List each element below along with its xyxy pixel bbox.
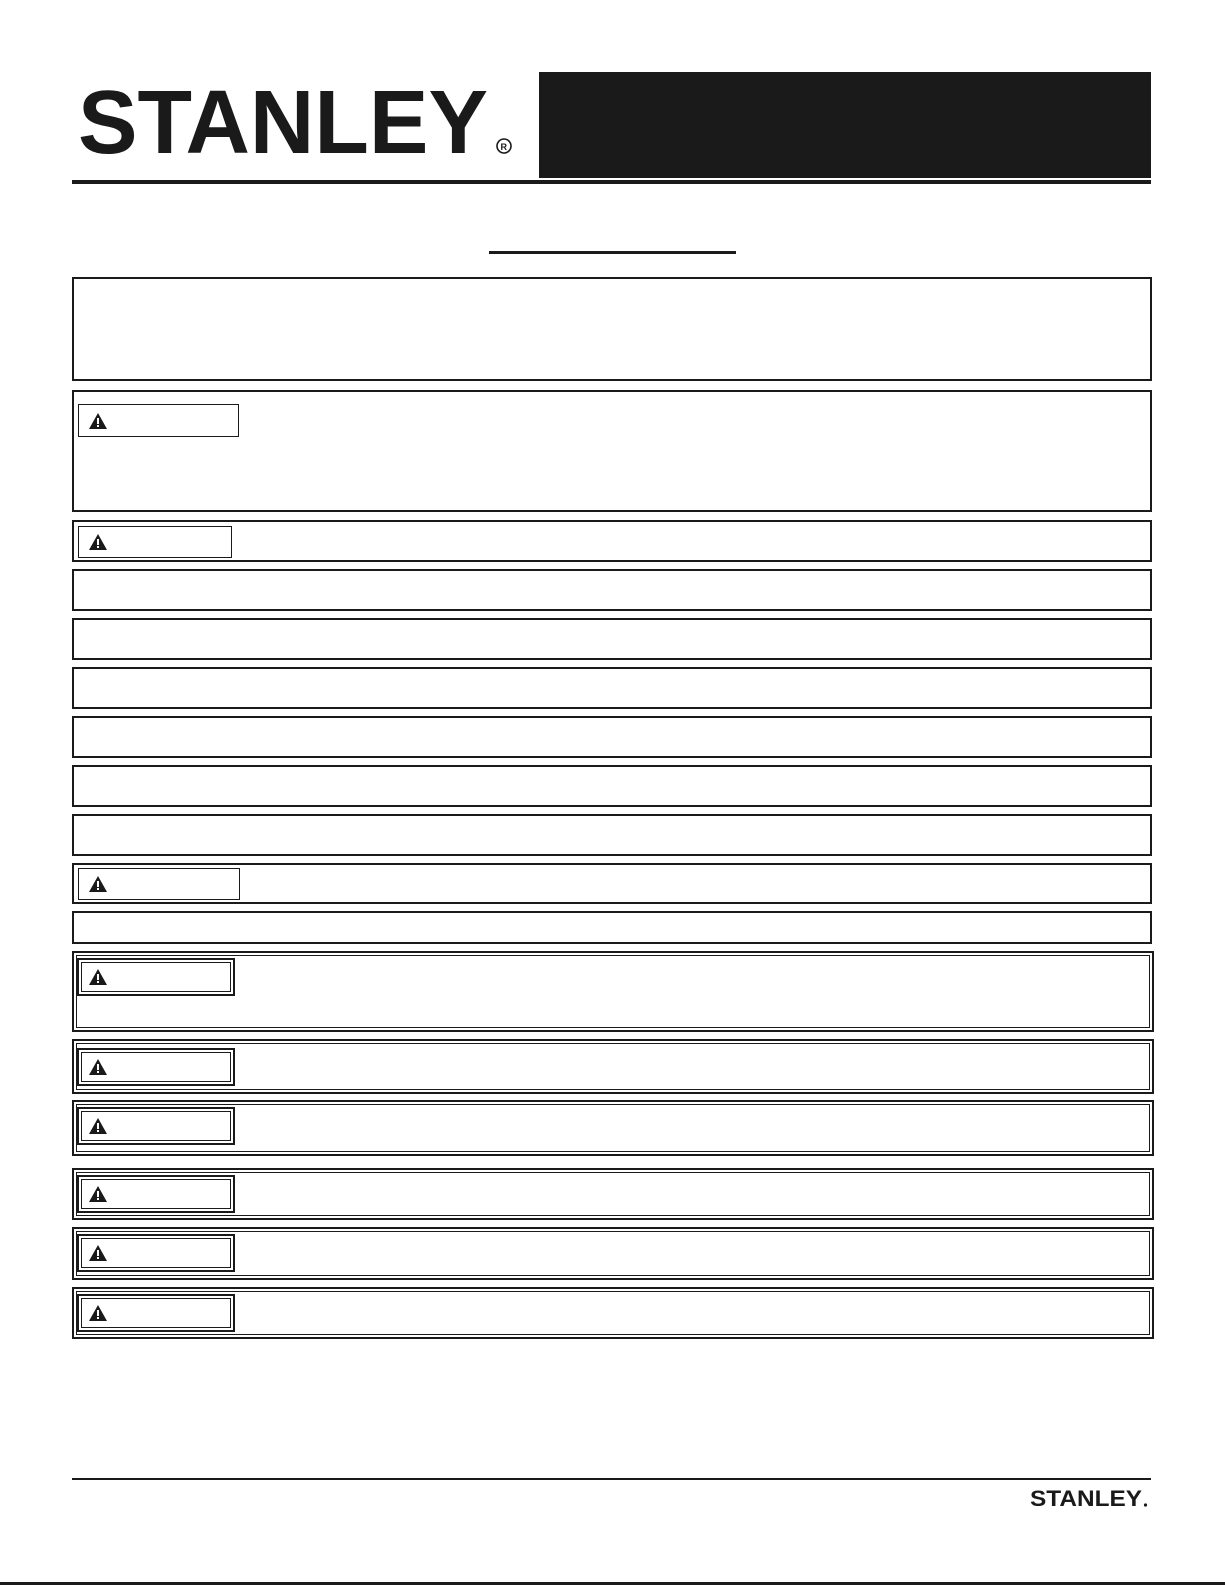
warning-triangle-icon	[89, 1059, 107, 1075]
info-box-6	[72, 814, 1152, 856]
info-box-3	[72, 667, 1152, 709]
warning-triangle-icon	[89, 1118, 107, 1134]
warning-label	[78, 868, 240, 900]
info-box-7	[72, 911, 1152, 944]
svg-text:STANLEY: STANLEY	[78, 80, 488, 160]
warning-label	[77, 958, 235, 996]
warning-box-6	[72, 1100, 1154, 1156]
warning-box-7	[72, 1168, 1154, 1220]
header-title-bar	[539, 72, 1151, 178]
svg-text:R: R	[500, 142, 507, 152]
info-box-5	[72, 765, 1152, 807]
warning-label	[77, 1048, 235, 1086]
footer-divider	[72, 1478, 1151, 1480]
warning-label	[77, 1175, 235, 1213]
page-title-underline	[489, 251, 736, 254]
warning-box-9	[72, 1287, 1154, 1339]
intro-box	[72, 277, 1152, 381]
warning-label	[78, 404, 239, 437]
warning-triangle-icon	[89, 534, 107, 550]
warning-label	[77, 1107, 235, 1145]
warning-triangle-icon	[89, 1186, 107, 1202]
warning-label	[77, 1294, 235, 1332]
info-box-4	[72, 716, 1152, 758]
svg-text:STANLEY: STANLEY	[1030, 1487, 1143, 1509]
warning-label	[77, 1234, 235, 1272]
warning-box-1	[72, 390, 1152, 512]
info-box-1	[72, 569, 1152, 611]
warning-triangle-icon	[89, 413, 107, 429]
warning-box-3	[72, 863, 1152, 904]
info-box-2	[72, 618, 1152, 660]
warning-label	[78, 526, 232, 558]
warning-triangle-icon	[89, 969, 107, 985]
warning-triangle-icon	[89, 1305, 107, 1321]
warning-box-5	[72, 1039, 1154, 1094]
warning-box-4	[72, 951, 1154, 1032]
warning-box-2	[72, 520, 1152, 562]
warning-box-8	[72, 1227, 1154, 1280]
header-divider	[72, 180, 1151, 184]
stanley-logo	[78, 80, 514, 160]
warning-triangle-icon	[89, 876, 107, 892]
footer-stanley-logo	[1030, 1487, 1148, 1509]
warning-triangle-icon	[89, 1245, 107, 1261]
